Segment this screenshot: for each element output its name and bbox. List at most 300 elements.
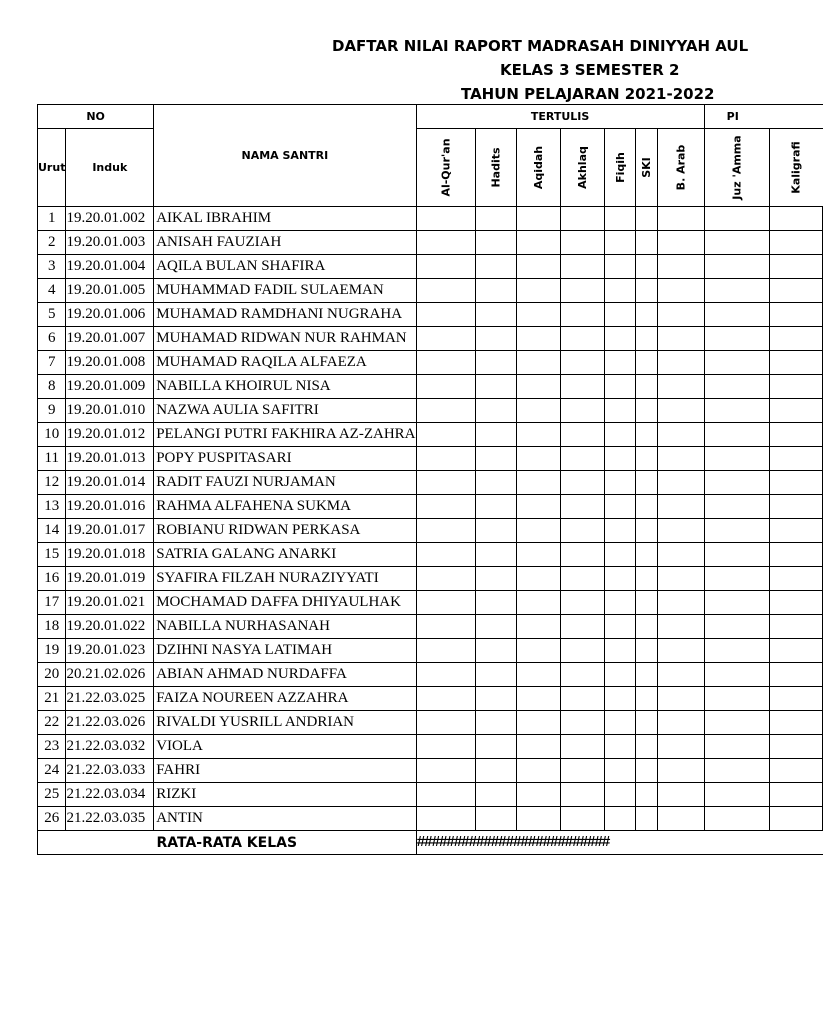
- grade-cell: [658, 711, 705, 735]
- grade-cell: [770, 519, 823, 543]
- grade-cell: [516, 351, 560, 375]
- grade-cell: [560, 519, 604, 543]
- urut-cell: 22: [38, 711, 66, 735]
- grade-cell: [770, 639, 823, 663]
- nama-cell: MOCHAMAD DAFFA DHIYAULHAK: [154, 591, 416, 615]
- subject-header: [704, 129, 769, 207]
- urut-cell: 14: [38, 519, 66, 543]
- nama-cell: RAHMA ALFAHENA SUKMA: [154, 495, 416, 519]
- grade-cell: [658, 495, 705, 519]
- grade-cell: [658, 471, 705, 495]
- subject-label: SKI: [640, 157, 654, 178]
- grade-cell: [636, 423, 658, 447]
- induk-cell: 19.20.01.019: [66, 567, 154, 591]
- grade-cell: [516, 399, 560, 423]
- table-row: [38, 759, 823, 783]
- nama-cell: AQILA BULAN SHAFIRA: [154, 255, 416, 279]
- grade-cell: [416, 711, 475, 735]
- class-average-label: RATA-RATA KELAS: [38, 831, 417, 855]
- urut-cell: 12: [38, 471, 66, 495]
- grade-cell: [770, 279, 823, 303]
- induk-cell: 21.22.03.034: [66, 783, 154, 807]
- grade-cell: [658, 207, 705, 231]
- grade-cell: [704, 519, 769, 543]
- grade-cell: [704, 615, 769, 639]
- grade-cell: [475, 255, 516, 279]
- table-row: [38, 207, 823, 231]
- induk-header: Induk: [66, 129, 154, 207]
- grade-cell: [704, 759, 769, 783]
- grade-cell: [604, 711, 636, 735]
- grade-cell: [636, 591, 658, 615]
- induk-cell: 19.20.01.022: [66, 615, 154, 639]
- table-row: [38, 447, 823, 471]
- grade-cell: [604, 207, 636, 231]
- grade-cell: [636, 375, 658, 399]
- grade-cell: [475, 807, 516, 831]
- grade-cell: [658, 447, 705, 471]
- urut-header: Urut: [38, 129, 66, 207]
- grade-cell: [604, 759, 636, 783]
- grade-cell: [475, 471, 516, 495]
- nama-cell: RIVALDI YUSRILL ANDRIAN: [154, 711, 416, 735]
- grade-cell: [636, 783, 658, 807]
- grade-cell: [516, 231, 560, 255]
- grade-cell: [516, 735, 560, 759]
- grade-cell: [604, 303, 636, 327]
- subject-label: Juz 'Amma: [730, 135, 744, 200]
- grade-cell: [658, 375, 705, 399]
- urut-cell: 11: [38, 447, 66, 471]
- grade-cell: [770, 207, 823, 231]
- grade-cell: [658, 519, 705, 543]
- grade-cell: [704, 375, 769, 399]
- report-title: DAFTAR NILAI RAPORT MADRASAH DINIYYAH AUL: [332, 37, 749, 55]
- grade-cell: [770, 495, 823, 519]
- grade-cell: [560, 327, 604, 351]
- grade-cell: [704, 351, 769, 375]
- grade-cell: [516, 567, 560, 591]
- grade-cell: [604, 375, 636, 399]
- urut-cell: 17: [38, 591, 66, 615]
- grade-cell: [560, 471, 604, 495]
- grade-cell: [658, 639, 705, 663]
- nama-cell: ROBIANU RIDWAN PERKASA: [154, 519, 416, 543]
- grade-cell: [516, 711, 560, 735]
- induk-cell: 19.20.01.018: [66, 543, 154, 567]
- grade-cell: [560, 783, 604, 807]
- grade-cell: [658, 543, 705, 567]
- subject-header: [475, 129, 516, 207]
- grade-cell: [416, 303, 475, 327]
- subject-header: [770, 129, 823, 207]
- grade-cell: [604, 279, 636, 303]
- urut-cell: 4: [38, 279, 66, 303]
- nama-cell: RADIT FAUZI NURJAMAN: [154, 471, 416, 495]
- subject-header: [604, 129, 636, 207]
- nama-cell: MUHAMAD RAMDHANI NUGRAHA: [154, 303, 416, 327]
- academic-year-title: TAHUN PELAJARAN 2021-2022: [461, 85, 715, 103]
- subject-label: Kaligrafi: [789, 141, 803, 194]
- praktek-header: PI: [704, 105, 823, 129]
- grade-cell: [704, 591, 769, 615]
- grade-cell: [416, 735, 475, 759]
- urut-cell: 21: [38, 687, 66, 711]
- grade-cell: [704, 783, 769, 807]
- grade-cell: [475, 279, 516, 303]
- induk-cell: 19.20.01.010: [66, 399, 154, 423]
- grade-cell: [770, 687, 823, 711]
- table-row: [38, 687, 823, 711]
- grade-cell: [636, 567, 658, 591]
- grade-cell: [416, 543, 475, 567]
- grade-cell: [416, 351, 475, 375]
- grade-cell: [475, 519, 516, 543]
- grade-cell: [516, 327, 560, 351]
- urut-cell: 9: [38, 399, 66, 423]
- table-row: [38, 303, 823, 327]
- nama-cell: DZIHNI NASYA LATIMAH: [154, 639, 416, 663]
- table-row: [38, 735, 823, 759]
- grade-cell: [604, 255, 636, 279]
- urut-cell: 8: [38, 375, 66, 399]
- grade-cell: [604, 735, 636, 759]
- nama-cell: VIOLA: [154, 735, 416, 759]
- grade-cell: [516, 759, 560, 783]
- urut-cell: 26: [38, 807, 66, 831]
- grade-cell: [560, 351, 604, 375]
- grade-cell: [416, 519, 475, 543]
- grade-cell: [560, 615, 604, 639]
- grade-cell: [416, 639, 475, 663]
- grade-cell: [636, 327, 658, 351]
- urut-cell: 16: [38, 567, 66, 591]
- grade-cell: [658, 327, 705, 351]
- grade-cell: [416, 471, 475, 495]
- grade-cell: [416, 807, 475, 831]
- grade-cell: [658, 423, 705, 447]
- induk-cell: 19.20.01.007: [66, 327, 154, 351]
- grade-cell: [416, 591, 475, 615]
- grade-cell: [636, 711, 658, 735]
- grade-cell: [560, 447, 604, 471]
- grade-cell: [658, 351, 705, 375]
- grade-cell: [475, 759, 516, 783]
- grade-cell: [770, 759, 823, 783]
- grade-cell: [604, 543, 636, 567]
- grade-cell: [636, 447, 658, 471]
- grade-cell: [416, 279, 475, 303]
- table-row: [38, 567, 823, 591]
- grade-cell: [636, 471, 658, 495]
- grade-cell: [560, 231, 604, 255]
- grade-cell: [770, 327, 823, 351]
- nama-cell: FAHRI: [154, 759, 416, 783]
- grade-cell: [604, 495, 636, 519]
- grade-cell: [604, 519, 636, 543]
- table-row: [38, 351, 823, 375]
- grade-cell: [560, 591, 604, 615]
- grade-cell: [475, 735, 516, 759]
- urut-cell: 3: [38, 255, 66, 279]
- subject-header: [658, 129, 705, 207]
- grade-cell: [516, 807, 560, 831]
- grade-cell: [636, 543, 658, 567]
- grade-cell: [770, 735, 823, 759]
- grade-cell: [516, 543, 560, 567]
- grade-cell: [516, 423, 560, 447]
- grade-cell: [636, 351, 658, 375]
- grade-cell: [704, 423, 769, 447]
- grade-cell: [516, 591, 560, 615]
- grade-cell: [704, 735, 769, 759]
- grade-cell: [770, 663, 823, 687]
- grade-cell: [560, 399, 604, 423]
- table-row: [38, 519, 823, 543]
- grade-cell: [516, 375, 560, 399]
- grade-cell: [704, 639, 769, 663]
- subject-label: Hadits: [489, 147, 503, 188]
- grade-cell: [704, 567, 769, 591]
- induk-cell: 19.20.01.012: [66, 423, 154, 447]
- grade-cell: [770, 231, 823, 255]
- grade-cell: [416, 399, 475, 423]
- grade-cell: [770, 303, 823, 327]
- induk-cell: 21.22.03.025: [66, 687, 154, 711]
- grade-cell: [516, 687, 560, 711]
- grade-cell: [770, 807, 823, 831]
- induk-cell: 19.20.01.014: [66, 471, 154, 495]
- grade-cell: [604, 663, 636, 687]
- grade-cell: [416, 663, 475, 687]
- induk-cell: 21.22.03.026: [66, 711, 154, 735]
- induk-cell: 20.21.02.026: [66, 663, 154, 687]
- grade-cell: [770, 591, 823, 615]
- grade-cell: [475, 399, 516, 423]
- grade-cell: [416, 783, 475, 807]
- grade-cell: [658, 759, 705, 783]
- induk-cell: 19.20.01.008: [66, 351, 154, 375]
- tertulis-header: TERTULIS: [416, 105, 704, 129]
- grade-cell: [704, 447, 769, 471]
- grade-cell: [560, 279, 604, 303]
- grade-cell: [636, 303, 658, 327]
- subject-label: B. Arab: [674, 144, 688, 191]
- grade-cell: [475, 711, 516, 735]
- grade-cell: [416, 327, 475, 351]
- urut-cell: 7: [38, 351, 66, 375]
- grade-cell: [704, 711, 769, 735]
- urut-cell: 18: [38, 615, 66, 639]
- grade-cell: [658, 231, 705, 255]
- grade-cell: [560, 663, 604, 687]
- grade-cell: [416, 255, 475, 279]
- grade-cell: [658, 279, 705, 303]
- grade-cell: [416, 207, 475, 231]
- grade-cell: [704, 207, 769, 231]
- grade-cell: [475, 231, 516, 255]
- grade-cell: [416, 231, 475, 255]
- grade-cell: [516, 495, 560, 519]
- grade-cell: [475, 207, 516, 231]
- grade-cell: [475, 351, 516, 375]
- table-row: [38, 543, 823, 567]
- grade-cell: [516, 615, 560, 639]
- induk-cell: 19.20.01.021: [66, 591, 154, 615]
- table-row: [38, 255, 823, 279]
- grade-cell: [475, 423, 516, 447]
- induk-cell: 21.22.03.033: [66, 759, 154, 783]
- grade-cell: [516, 519, 560, 543]
- grade-cell: [704, 687, 769, 711]
- urut-cell: 2: [38, 231, 66, 255]
- grade-cell: [475, 303, 516, 327]
- grade-table: [37, 104, 823, 855]
- urut-cell: 6: [38, 327, 66, 351]
- urut-cell: 19: [38, 639, 66, 663]
- grade-cell: [560, 303, 604, 327]
- subject-label: Akhlaq: [575, 146, 589, 189]
- grade-cell: [636, 735, 658, 759]
- table-row: [38, 327, 823, 351]
- induk-cell: 19.20.01.009: [66, 375, 154, 399]
- nama-cell: SYAFIRA FILZAH NURAZIYYATI: [154, 567, 416, 591]
- grade-cell: [475, 591, 516, 615]
- induk-cell: 19.20.01.003: [66, 231, 154, 255]
- grade-cell: [475, 567, 516, 591]
- grade-cell: [416, 567, 475, 591]
- grade-cell: [475, 783, 516, 807]
- grade-cell: [658, 783, 705, 807]
- nama-cell: POPY PUSPITASARI: [154, 447, 416, 471]
- grade-cell: [475, 447, 516, 471]
- class-average-values: ##########################: [416, 831, 823, 855]
- urut-cell: 24: [38, 759, 66, 783]
- grade-cell: [475, 495, 516, 519]
- grade-cell: [560, 759, 604, 783]
- induk-cell: 19.20.01.004: [66, 255, 154, 279]
- induk-cell: 19.20.01.005: [66, 279, 154, 303]
- grade-cell: [475, 375, 516, 399]
- grade-cell: [770, 567, 823, 591]
- grade-cell: [560, 711, 604, 735]
- grade-cell: [516, 663, 560, 687]
- grade-cell: [636, 231, 658, 255]
- grade-cell: [636, 687, 658, 711]
- grade-cell: [770, 423, 823, 447]
- grade-cell: [416, 375, 475, 399]
- grade-cell: [636, 639, 658, 663]
- table-row: [38, 495, 823, 519]
- class-semester-title: KELAS 3 SEMESTER 2: [500, 61, 680, 79]
- grade-cell: [770, 711, 823, 735]
- subject-label: Al-Qur'an: [439, 138, 453, 197]
- grade-cell: [658, 735, 705, 759]
- grade-cell: [636, 519, 658, 543]
- grade-cell: [704, 255, 769, 279]
- induk-cell: 21.22.03.035: [66, 807, 154, 831]
- grade-cell: [658, 591, 705, 615]
- grade-cell: [704, 399, 769, 423]
- grade-cell: [636, 399, 658, 423]
- nama-header: NAMA SANTRI: [154, 105, 416, 207]
- grade-cell: [658, 615, 705, 639]
- grade-cell: [770, 543, 823, 567]
- grade-cell: [704, 279, 769, 303]
- table-row: [38, 231, 823, 255]
- nama-cell: PELANGI PUTRI FAKHIRA AZ-ZAHRA: [154, 423, 416, 447]
- table-row: [38, 591, 823, 615]
- grade-cell: [704, 663, 769, 687]
- nama-cell: ANTIN: [154, 807, 416, 831]
- urut-cell: 23: [38, 735, 66, 759]
- grade-cell: [770, 375, 823, 399]
- table-row: [38, 639, 823, 663]
- grade-cell: [636, 759, 658, 783]
- grade-cell: [560, 807, 604, 831]
- urut-cell: 1: [38, 207, 66, 231]
- grade-cell: [516, 279, 560, 303]
- grade-cell: [416, 615, 475, 639]
- grade-cell: [658, 303, 705, 327]
- urut-cell: 25: [38, 783, 66, 807]
- grade-cell: [604, 423, 636, 447]
- nama-cell: ANISAH FAUZIAH: [154, 231, 416, 255]
- nama-cell: FAIZA NOUREEN AZZAHRA: [154, 687, 416, 711]
- grade-cell: [516, 471, 560, 495]
- induk-cell: 19.20.01.016: [66, 495, 154, 519]
- nama-cell: NAZWA AULIA SAFITRI: [154, 399, 416, 423]
- no-header: NO: [38, 105, 154, 129]
- grade-cell: [636, 615, 658, 639]
- grade-cell: [416, 687, 475, 711]
- urut-cell: 13: [38, 495, 66, 519]
- grade-cell: [475, 663, 516, 687]
- grade-cell: [475, 327, 516, 351]
- nama-cell: NABILLA KHOIRUL NISA: [154, 375, 416, 399]
- table-row: [38, 615, 823, 639]
- grade-cell: [636, 255, 658, 279]
- grade-cell: [604, 591, 636, 615]
- grade-cell: [704, 807, 769, 831]
- grade-cell: [475, 687, 516, 711]
- grade-cell: [704, 303, 769, 327]
- grade-cell: [560, 423, 604, 447]
- grade-cell: [770, 351, 823, 375]
- grade-cell: [560, 375, 604, 399]
- grade-cell: [604, 447, 636, 471]
- table-row: [38, 399, 823, 423]
- grade-cell: [516, 303, 560, 327]
- table-row: [38, 375, 823, 399]
- induk-cell: 19.20.01.017: [66, 519, 154, 543]
- grade-cell: [604, 351, 636, 375]
- grade-cell: [560, 639, 604, 663]
- table-row: [38, 423, 823, 447]
- table-row: [38, 711, 823, 735]
- grade-cell: [416, 447, 475, 471]
- grade-cell: [560, 255, 604, 279]
- grade-cell: [658, 807, 705, 831]
- urut-cell: 20: [38, 663, 66, 687]
- grade-cell: [604, 615, 636, 639]
- urut-cell: 15: [38, 543, 66, 567]
- grade-cell: [604, 783, 636, 807]
- grade-cell: [475, 639, 516, 663]
- grade-cell: [560, 687, 604, 711]
- grade-cell: [770, 783, 823, 807]
- grade-cell: [604, 807, 636, 831]
